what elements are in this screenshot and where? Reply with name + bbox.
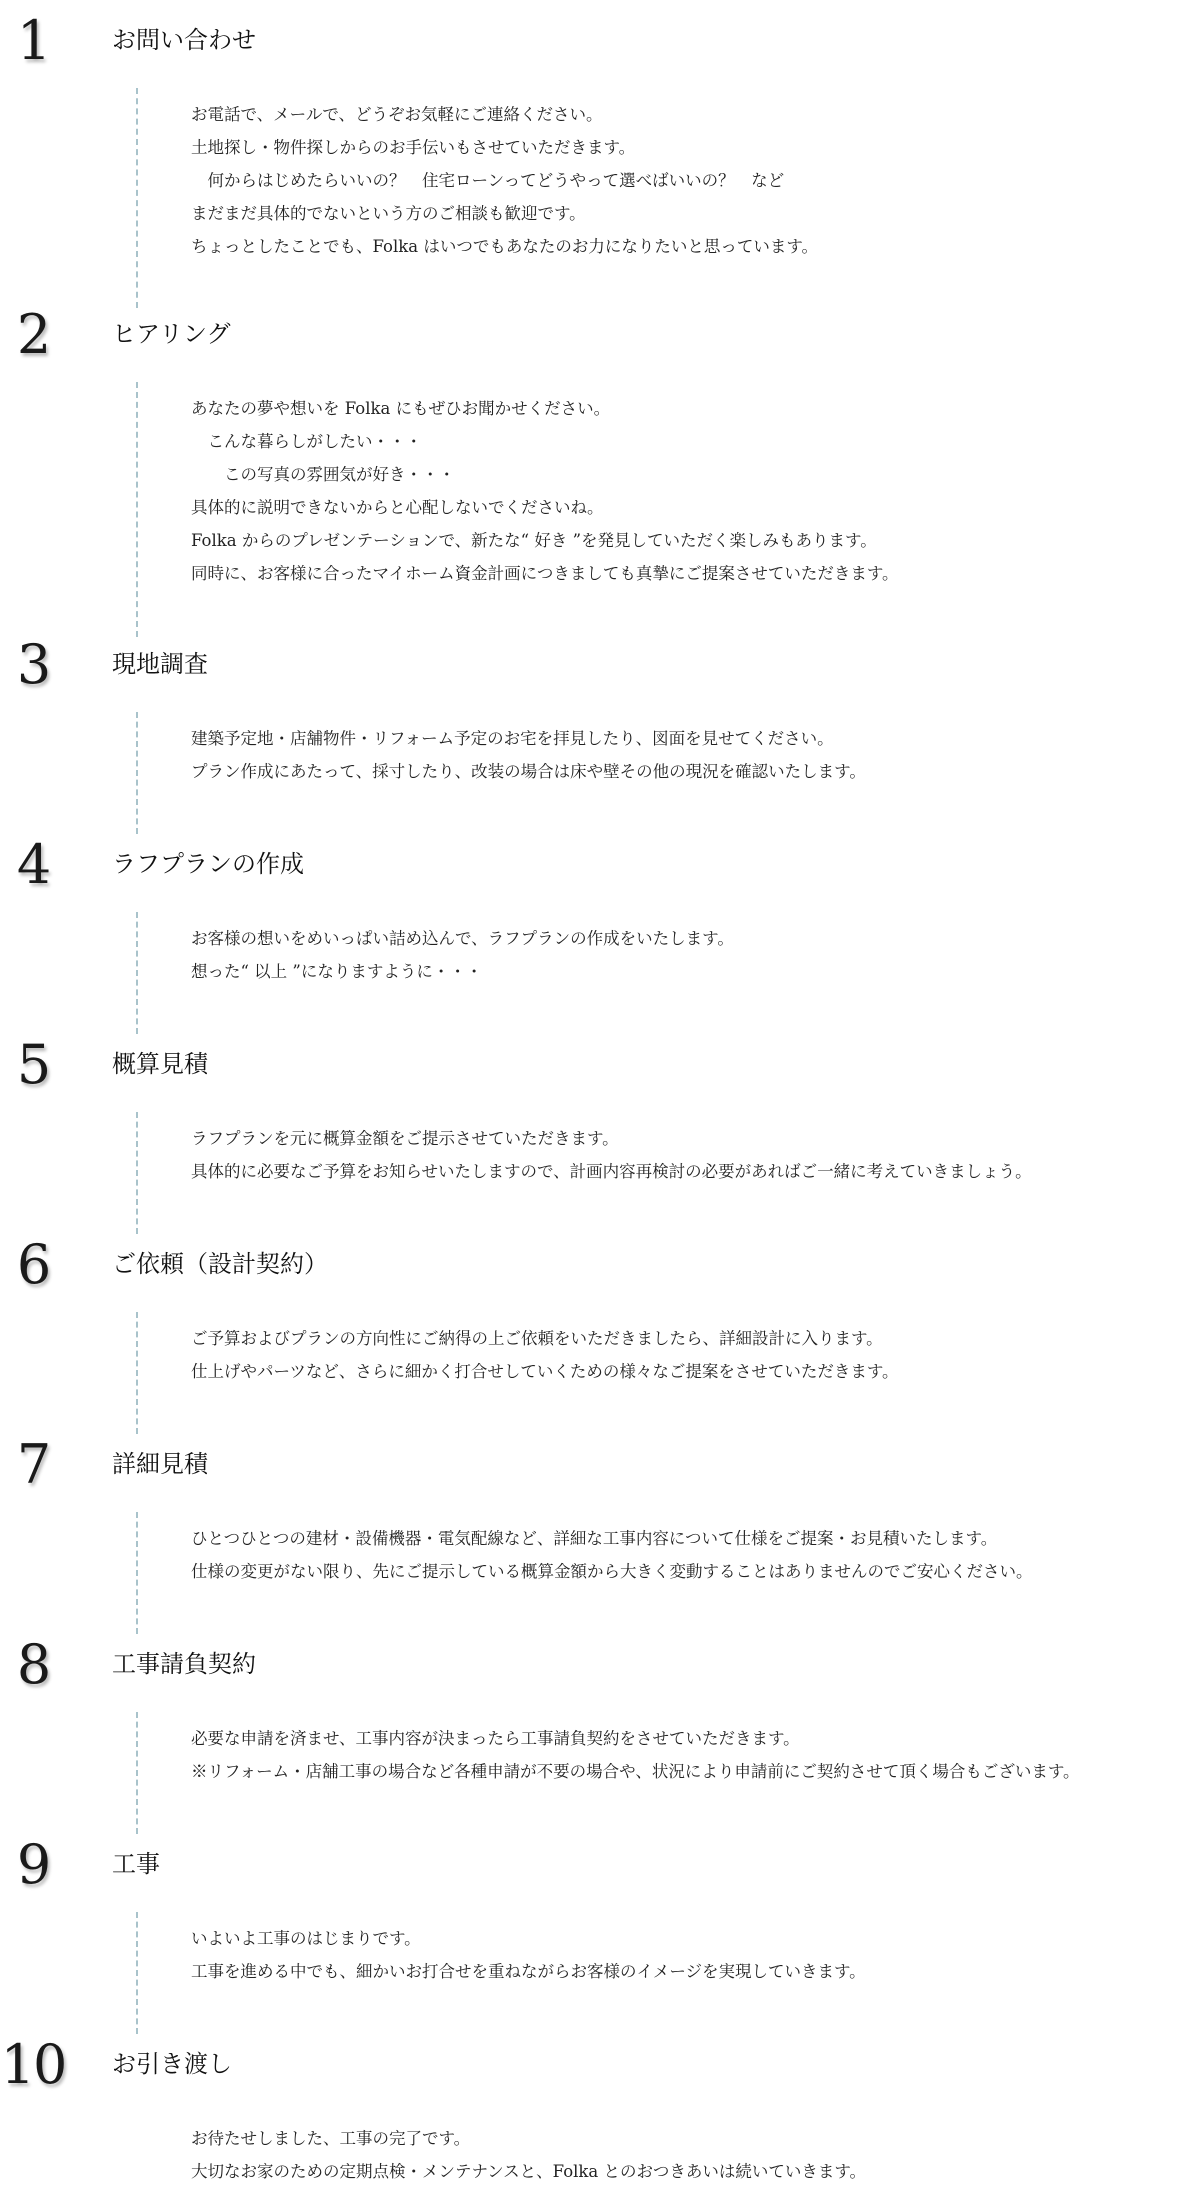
step-title: お引き渡し [112, 2050, 232, 2078]
step-description [136, 1512, 1033, 1634]
description-line: この写真の雰囲気が好き・・・ [191, 465, 455, 484]
description-line: 具体的に説明できないからと心配しないでくださいね。 [191, 498, 604, 517]
step-description [136, 88, 818, 308]
description-line: プラン作成にあたって、採寸したり、改装の場合は床や壁その他の現況を確認いたします。 [191, 762, 866, 781]
description-line: 必要な申請を済ませ、工事内容が決まったら工事請負契約をさせていただきます。 [191, 1729, 800, 1748]
description-line: 何からはじめたらいいの？ 住宅ローンってどうやって選べばいいの？ など [191, 171, 785, 190]
step-number: 9 [16, 1833, 50, 1896]
description-line: 大切なお家のための定期点検・メンテナンスと、Folka とのおつきあいは続いていきます。 [191, 2162, 867, 2181]
description-line: お客様の想いをめいっぱい詰め込んで、ラフプランの作成をいたします。 [191, 929, 734, 948]
step-title: 詳細見積 [112, 1450, 208, 1478]
description-line: Folka からのプレゼンテーションで、新たな“ 好き ”を発見していただく楽しみもあります。 [191, 531, 877, 550]
step-title: 概算見積 [112, 1050, 208, 1078]
step-title: 現地調査 [112, 650, 208, 678]
description-line: いよいよ工事のはじまりです。 [191, 1929, 421, 1948]
description-line: 同時に、お客様に合ったマイホーム資金計画につきましても真摯にご提案させていただきます。 [191, 564, 899, 583]
step-number: 8 [16, 1633, 50, 1696]
description-line: 具体的に必要なご予算をお知らせいたしますので、計画内容再検討の必要があればご一緒に考えていきましょう。 [191, 1162, 1032, 1181]
step-description [136, 712, 866, 834]
step-number: 10 [0, 2033, 66, 2096]
description-line: ご予算およびプランの方向性にご納得の上ご依頼をいただきましたら、詳細設計に入ります。 [191, 1329, 883, 1348]
step-title: 工事請負契約 [112, 1650, 256, 1678]
description-line: 想った“ 以上 ”になりますように・・・ [191, 962, 483, 981]
step-description [136, 1712, 1080, 1834]
description-line: ラフプランを元に概算金額をご提示させていただきます。 [191, 1129, 619, 1148]
step-title: ご依頼（設計契約） [112, 1250, 328, 1278]
step-description [136, 1112, 1032, 1234]
description-line: まだまだ具体的でないという方のご相談も歓迎です。 [191, 204, 586, 223]
step-number: 7 [16, 1433, 50, 1496]
step-description [136, 912, 734, 1034]
step-title: お問い合わせ [112, 26, 256, 54]
step-title: ラフプランの作成 [112, 850, 304, 878]
step-number: 4 [16, 833, 50, 896]
step-number: 1 [16, 9, 50, 72]
description-line: あなたの夢や想いを Folka にもぜひお聞かせください。 [191, 399, 611, 418]
step-description [136, 2112, 866, 2192]
step-description [136, 1912, 866, 2034]
description-line: ひとつひとつの建材・設備機器・電気配線など、詳細な工事内容について仕様をご提案・お見積いたします。 [191, 1529, 998, 1548]
step-title: ヒアリング [112, 320, 231, 348]
step-number: 5 [16, 1033, 50, 1096]
step-number: 3 [16, 633, 50, 696]
description-line: 建築予定地・店舗物件・リフォーム予定のお宅を拝見したり、図面を見せてください。 [191, 729, 834, 748]
description-line: お電話で、メールで、どうぞお気軽にご連絡ください。 [191, 105, 603, 124]
description-line: 仕上げやパーツなど、さらに細かく打合せしていくための様々なご提案をさせていただきます。 [191, 1362, 899, 1381]
step-description [136, 382, 899, 637]
step-number: 2 [16, 303, 50, 366]
step-number: 6 [16, 1233, 50, 1296]
description-line: ※リフォーム・店舗工事の場合など各種申請が不要の場合や、状況により申請前にご契約させて頂く場合もございます。 [191, 1762, 1080, 1781]
step-title: 工事 [112, 1850, 160, 1878]
description-line: こんな暮らしがしたい・・・ [191, 432, 422, 451]
description-line: お待たせしました、工事の完了です。 [191, 2129, 471, 2148]
step-description [136, 1312, 899, 1434]
description-line: 土地探し・物件探しからのお手伝いもさせていただきます。 [191, 138, 636, 157]
description-line: 工事を進める中でも、細かいお打合せを重ねながらお客様のイメージを実現していきます。 [191, 1962, 866, 1981]
description-line: 仕様の変更がない限り、先にご提示している概算金額から大きく変動することはありませんのでご安心ください。 [191, 1562, 1033, 1581]
description-line: ちょっとしたことでも、Folka はいつでもあなたのお力になりたいと思っています。 [191, 237, 819, 256]
